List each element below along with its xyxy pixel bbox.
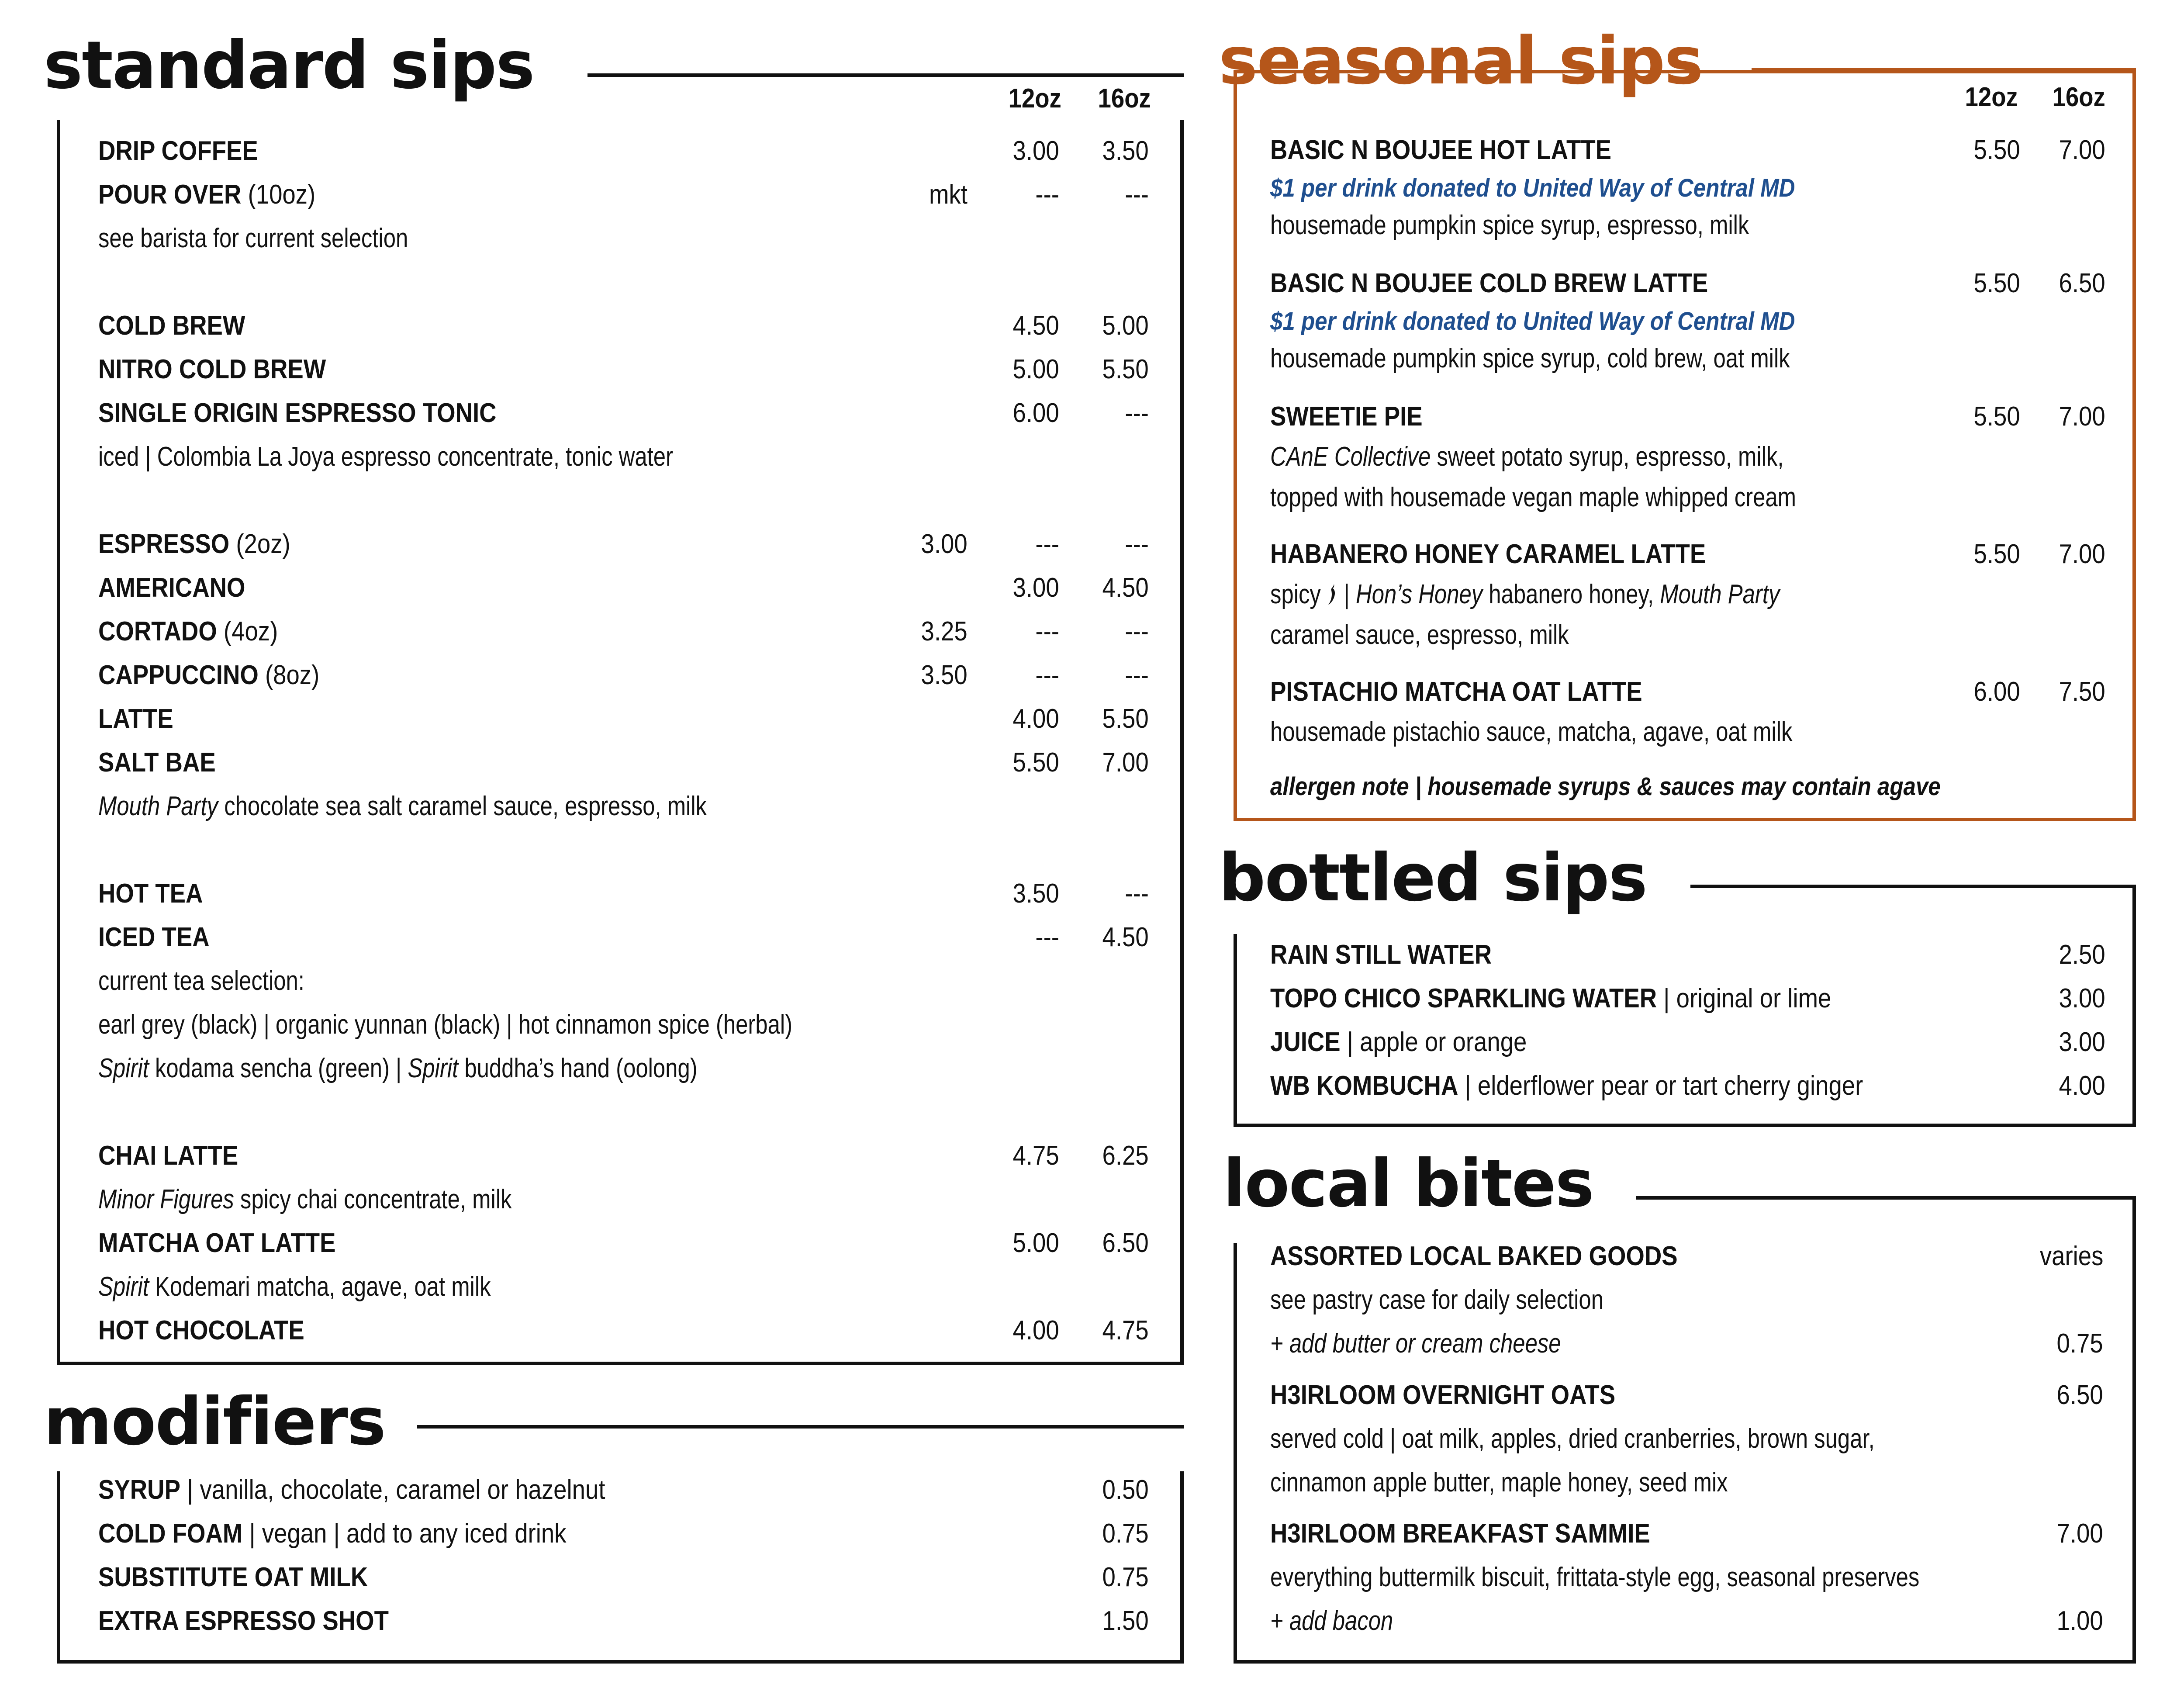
item-detail: | elderflower pear or tart cherry ginger bbox=[1458, 1071, 1863, 1101]
description-text: Kodemari matcha, agave, oat milk bbox=[149, 1272, 491, 1302]
price: 6.50 bbox=[2056, 1380, 2103, 1410]
menu-item-drip-coffee bbox=[98, 138, 258, 165]
item-description-line-2: caramel sauce, espresso, milk bbox=[1270, 620, 1569, 650]
item-description: see barista for current selection bbox=[98, 223, 408, 253]
menu-item-cortado bbox=[98, 618, 278, 645]
price-12oz: --- bbox=[1035, 529, 1059, 559]
price: varies bbox=[2039, 1241, 2103, 1271]
item-name: HOT TEA bbox=[98, 879, 203, 909]
item-detail: | apple or orange bbox=[1340, 1027, 1527, 1057]
seasonal-item-hot-latte bbox=[1270, 137, 1611, 164]
price-12oz: 5.00 bbox=[1013, 354, 1059, 384]
item-description-line-2: cinnamon apple butter, maple honey, seed mix bbox=[1270, 1467, 1728, 1498]
modifiers-rule bbox=[417, 1425, 1184, 1429]
standard-sips-rule bbox=[587, 73, 1184, 77]
price-16oz: 7.00 bbox=[1102, 747, 1149, 778]
item-name: ESPRESSO bbox=[98, 529, 230, 559]
description-text: | bbox=[1337, 579, 1356, 609]
item-name: SYRUP bbox=[98, 1475, 180, 1505]
brand-name: Mouth Party bbox=[1660, 579, 1780, 609]
item-description-line-2: topped with housemade vegan maple whipped cream bbox=[1270, 482, 1796, 512]
price-12oz: 5.00 bbox=[1013, 1228, 1059, 1258]
price-12oz: 5.50 bbox=[1973, 135, 2020, 165]
brand-name: Spirit bbox=[408, 1053, 459, 1083]
item-name: JUICE bbox=[1270, 1027, 1341, 1057]
item-description: housemade pistachio sauce, matcha, agave, oat milk bbox=[1270, 717, 1793, 747]
price-16oz: 4.50 bbox=[1102, 922, 1149, 952]
item-detail: | original or lime bbox=[1657, 983, 1832, 1013]
item-name: MATCHA OAT LATTE bbox=[98, 1228, 336, 1258]
item-name: NITRO COLD BREW bbox=[98, 354, 326, 384]
price-single: mkt bbox=[929, 180, 968, 210]
modifiers-heading: modifiers bbox=[44, 1384, 385, 1460]
item-size-note: (4oz) bbox=[217, 616, 278, 647]
tea-selection-line-1: earl grey (black) | organic yunnan (black) | hot cinnamon spice (herbal) bbox=[98, 1010, 793, 1040]
item-name: HABANERO HONEY CARAMEL LATTE bbox=[1270, 539, 1706, 569]
price-16oz: 4.50 bbox=[1102, 573, 1149, 603]
seasonal-item-cold-brew-latte bbox=[1270, 270, 1708, 297]
item-name: PISTACHIO MATCHA OAT LATTE bbox=[1270, 677, 1642, 707]
price-single: 3.00 bbox=[921, 529, 968, 559]
item-name: SINGLE ORIGIN ESPRESSO TONIC bbox=[98, 398, 497, 428]
price-16oz: 3.50 bbox=[1102, 136, 1149, 166]
bottled-sips-box-left bbox=[1234, 934, 1237, 1127]
price-12oz: 6.00 bbox=[1973, 677, 2020, 707]
seasonal-item-pistachio-latte bbox=[1270, 678, 1642, 706]
item-name: TOPO CHICO SPARKLING WATER bbox=[1270, 983, 1657, 1013]
price-12oz: --- bbox=[1035, 922, 1059, 952]
item-name: COLD FOAM bbox=[98, 1519, 243, 1549]
price-16oz: --- bbox=[1125, 180, 1149, 210]
price: 1.50 bbox=[1102, 1606, 1149, 1636]
modifier-espresso-shot bbox=[98, 1608, 389, 1635]
brand-name: Minor Figures bbox=[98, 1184, 234, 1214]
item-name: SUBSTITUTE OAT MILK bbox=[98, 1562, 368, 1592]
description-text: buddha’s hand (oolong) bbox=[458, 1053, 698, 1083]
price: 0.50 bbox=[1102, 1475, 1149, 1505]
price-12oz: 3.50 bbox=[1013, 879, 1059, 909]
seasonal-item-sweetie-pie bbox=[1270, 403, 1423, 430]
item-description: housemade pumpkin spice syrup, cold brew, oat milk bbox=[1270, 343, 1790, 374]
bottled-sips-heading: bottled sips bbox=[1219, 840, 1647, 916]
tea-selection-line-2 bbox=[98, 1055, 698, 1082]
item-name: HOT CHOCOLATE bbox=[98, 1315, 304, 1346]
description-text: spicy bbox=[1270, 579, 1327, 609]
item-size-note: (8oz) bbox=[258, 660, 320, 690]
seasonal-item-habanero-latte bbox=[1270, 541, 1706, 568]
price: 2.50 bbox=[2059, 940, 2105, 970]
item-description bbox=[1270, 443, 1783, 470]
menu-item-chai-latte bbox=[98, 1142, 238, 1169]
local-bites-heading: local bites bbox=[1223, 1146, 1593, 1222]
menu-item-pour-over bbox=[98, 181, 315, 208]
item-description: iced | Colombia La Joya espresso concentrate, tonic water bbox=[98, 442, 673, 472]
description-text: kodama sencha (green) | bbox=[149, 1053, 408, 1083]
menu-item-cappuccino bbox=[98, 662, 319, 689]
standard-sips-box bbox=[57, 120, 1184, 1365]
item-name: H3IRLOOM OVERNIGHT OATS bbox=[1270, 1380, 1616, 1410]
item-addon: + add butter or cream cheese bbox=[1270, 1328, 1561, 1359]
description-text: chocolate sea salt caramel sauce, espresso, milk bbox=[218, 791, 707, 821]
price-single: 3.50 bbox=[921, 660, 968, 690]
description-text: spicy chai concentrate, milk bbox=[234, 1184, 512, 1214]
item-name: BASIC N BOUJEE COLD BREW LATTE bbox=[1270, 268, 1708, 298]
item-name: WB KOMBUCHA bbox=[1270, 1071, 1458, 1101]
item-name: RAIN STILL WATER bbox=[1270, 940, 1492, 970]
bites-item-breakfast-sammie bbox=[1270, 1520, 1650, 1547]
tea-selection-label: current tea selection: bbox=[98, 966, 304, 996]
chili-pepper-icon bbox=[1327, 583, 1338, 606]
brand-name: CAnE Collective bbox=[1270, 442, 1431, 472]
item-description: housemade pumpkin spice syrup, espresso, milk bbox=[1270, 210, 1749, 240]
item-name: H3IRLOOM BREAKFAST SAMMIE bbox=[1270, 1519, 1650, 1549]
price-16oz: 7.50 bbox=[2059, 677, 2105, 707]
seasonal-sips-heading: seasonal sips bbox=[1219, 23, 1703, 99]
price: 0.75 bbox=[1102, 1562, 1149, 1592]
item-size-note: (10oz) bbox=[241, 180, 316, 210]
menu-item-espresso bbox=[98, 531, 290, 558]
item-description bbox=[98, 793, 707, 820]
item-name: ICED TEA bbox=[98, 922, 210, 952]
price-single: 3.25 bbox=[921, 616, 968, 647]
price-12oz: 4.00 bbox=[1013, 1315, 1059, 1346]
modifier-oat-milk bbox=[98, 1564, 368, 1591]
price-16oz: 7.00 bbox=[2059, 539, 2105, 569]
modifier-syrup bbox=[98, 1477, 605, 1504]
price-16oz: 5.50 bbox=[1102, 354, 1149, 384]
addon-price: 0.75 bbox=[2056, 1328, 2103, 1359]
item-name: ASSORTED LOCAL BAKED GOODS bbox=[1270, 1241, 1678, 1271]
price-16oz: 6.50 bbox=[1102, 1228, 1149, 1258]
price-12oz: --- bbox=[1035, 180, 1059, 210]
standard-size-16oz: 16oz bbox=[1098, 83, 1151, 114]
price-12oz: --- bbox=[1035, 660, 1059, 690]
price-12oz: 5.50 bbox=[1973, 268, 2020, 298]
item-description bbox=[98, 1273, 491, 1301]
item-description bbox=[1270, 581, 1780, 608]
price-16oz: 6.50 bbox=[2059, 268, 2105, 298]
price-12oz: 6.00 bbox=[1013, 398, 1059, 428]
price: 4.00 bbox=[2059, 1071, 2105, 1101]
price-12oz: 4.50 bbox=[1013, 311, 1059, 341]
item-name: BASIC N BOUJEE HOT LATTE bbox=[1270, 135, 1612, 165]
item-addon: + add bacon bbox=[1270, 1606, 1393, 1636]
menu-item-salt-bae bbox=[98, 749, 216, 776]
description-text: sweet potato syrup, espresso, milk, bbox=[1431, 442, 1784, 472]
modifier-cold-foam bbox=[98, 1520, 566, 1547]
price-16oz: 7.00 bbox=[2059, 401, 2105, 432]
price-12oz: 5.50 bbox=[1013, 747, 1059, 778]
menu-item-hot-chocolate bbox=[98, 1317, 304, 1344]
bottled-item-topo-chico bbox=[1270, 985, 1831, 1012]
price-16oz: --- bbox=[1125, 879, 1149, 909]
item-detail: | vegan | add to any iced drink bbox=[242, 1519, 567, 1549]
menu-item-americano bbox=[98, 574, 245, 602]
item-name: DRIP COFFEE bbox=[98, 136, 258, 166]
price-16oz: --- bbox=[1125, 529, 1149, 559]
price-12oz: 5.50 bbox=[1973, 539, 2020, 569]
menu-item-cold-brew bbox=[98, 312, 245, 339]
item-name: COLD BREW bbox=[98, 311, 245, 341]
bottled-item-juice bbox=[1270, 1029, 1527, 1056]
brand-name: Spirit bbox=[98, 1272, 149, 1302]
seasonal-size-12oz: 12oz bbox=[1965, 82, 2018, 112]
item-detail: | vanilla, chocolate, caramel or hazelnut bbox=[180, 1475, 605, 1505]
menu-item-nitro-cold-brew bbox=[98, 356, 326, 383]
price-12oz: 5.50 bbox=[1973, 401, 2020, 432]
seasonal-size-16oz: 16oz bbox=[2052, 82, 2105, 112]
price-16oz: 5.50 bbox=[1102, 704, 1149, 734]
price-12oz: 3.00 bbox=[1013, 136, 1059, 166]
brand-name: Hon’s Honey bbox=[1356, 579, 1483, 609]
bottled-item-rain-water bbox=[1270, 941, 1492, 969]
price: 0.75 bbox=[1102, 1519, 1149, 1549]
bottled-item-kombucha bbox=[1270, 1072, 1863, 1100]
price-16oz: --- bbox=[1125, 660, 1149, 690]
brand-name: Spirit bbox=[98, 1053, 149, 1083]
price: 3.00 bbox=[2059, 1027, 2105, 1057]
menu-item-matcha-oat-latte bbox=[98, 1230, 335, 1257]
price-16oz: --- bbox=[1125, 398, 1149, 428]
local-bites-box-left bbox=[1234, 1243, 1237, 1664]
bites-item-baked-goods bbox=[1270, 1243, 1678, 1270]
item-name: SALT BAE bbox=[98, 747, 216, 778]
item-name: POUR OVER bbox=[98, 180, 242, 210]
addon-price: 1.00 bbox=[2056, 1606, 2103, 1636]
item-size-note: (2oz) bbox=[229, 529, 290, 559]
price-16oz: 5.00 bbox=[1102, 311, 1149, 341]
description-text: habanero honey, bbox=[1482, 579, 1660, 609]
item-name: CORTADO bbox=[98, 616, 217, 647]
donation-note: $1 per drink donated to United Way of Central MD bbox=[1270, 174, 1795, 202]
price-16oz: 6.25 bbox=[1102, 1141, 1149, 1171]
price-12oz: 3.00 bbox=[1013, 573, 1059, 603]
item-name: CAPPUCCINO bbox=[98, 660, 259, 690]
item-name: LATTE bbox=[98, 704, 173, 734]
allergen-note: allergen note | housemade syrups & sauces may contain agave bbox=[1270, 772, 1941, 801]
price-12oz: --- bbox=[1035, 616, 1059, 647]
item-name: CHAI LATTE bbox=[98, 1141, 238, 1171]
price-16oz: 7.00 bbox=[2059, 135, 2105, 165]
price-12oz: 4.75 bbox=[1013, 1141, 1059, 1171]
standard-size-12oz: 12oz bbox=[1008, 83, 1061, 114]
bites-item-overnight-oats bbox=[1270, 1382, 1615, 1409]
price-16oz: 4.75 bbox=[1102, 1315, 1149, 1346]
price-12oz: 4.00 bbox=[1013, 704, 1059, 734]
price-16oz: --- bbox=[1125, 616, 1149, 647]
standard-sips-heading: standard sips bbox=[44, 28, 534, 104]
item-name: AMERICANO bbox=[98, 573, 245, 603]
menu-item-espresso-tonic bbox=[98, 400, 497, 427]
item-description: everything buttermilk biscuit, frittata-style egg, seasonal preserves bbox=[1270, 1562, 1920, 1592]
brand-name: Mouth Party bbox=[98, 791, 218, 821]
item-description: served cold | oat milk, apples, dried cranberries, brown sugar, bbox=[1270, 1424, 1875, 1454]
menu-item-iced-tea bbox=[98, 924, 210, 951]
donation-note: $1 per drink donated to United Way of Central MD bbox=[1270, 307, 1795, 336]
item-description: see pastry case for daily selection bbox=[1270, 1285, 1603, 1315]
price: 7.00 bbox=[2056, 1519, 2103, 1549]
menu-item-latte bbox=[98, 706, 173, 733]
item-name: SWEETIE PIE bbox=[1270, 401, 1423, 432]
menu-item-hot-tea bbox=[98, 880, 203, 907]
item-name: EXTRA ESPRESSO SHOT bbox=[98, 1606, 389, 1636]
price: 3.00 bbox=[2059, 983, 2105, 1013]
item-description bbox=[98, 1186, 512, 1213]
